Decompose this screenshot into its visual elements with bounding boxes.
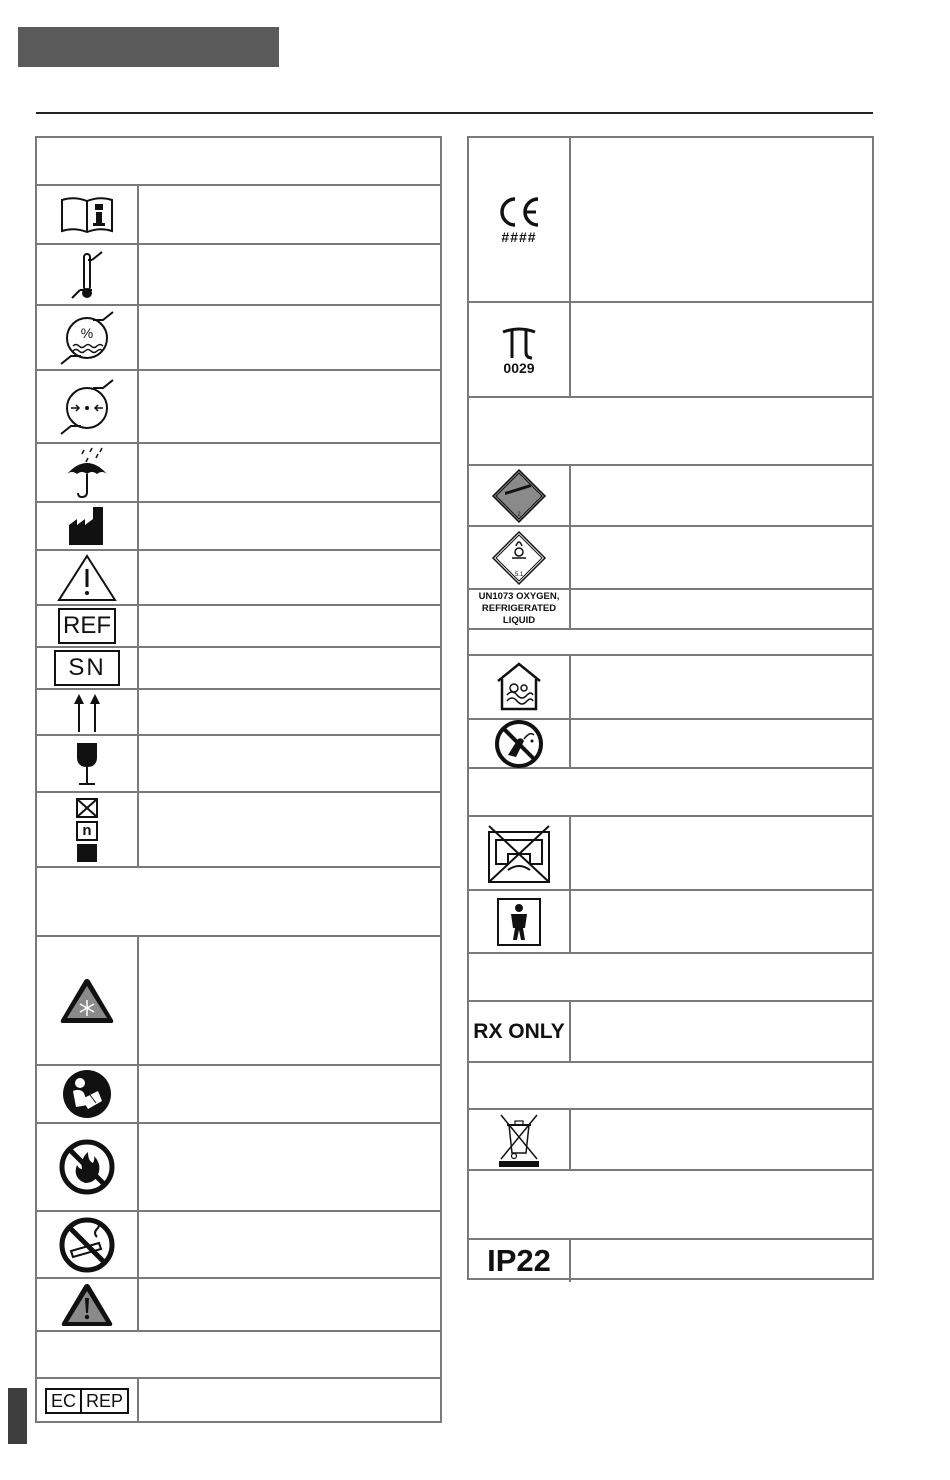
ip-rating-label: IP22 (487, 1243, 551, 1278)
table-row (469, 1240, 872, 1282)
table-heading-row (37, 1332, 440, 1379)
type-b-applied-part-icon (497, 898, 541, 946)
stacking-limit-icon: n (76, 798, 98, 862)
table-row (37, 306, 440, 371)
read-manual-icon (62, 1069, 112, 1119)
table-row (469, 1110, 872, 1171)
svg-text:5.1: 5.1 (514, 571, 524, 578)
keep-dry-umbrella-icon (62, 446, 112, 500)
no-oil-grease-icon (494, 719, 544, 769)
stack-base-block (77, 844, 97, 862)
table-heading-row (469, 1063, 872, 1110)
header-rule (36, 112, 873, 114)
table-row (469, 656, 872, 720)
table-row (37, 1066, 440, 1124)
table-row (469, 138, 872, 303)
temperature-limit-icon (62, 248, 112, 302)
table-row (37, 793, 440, 868)
un-label-text: UN1073 OXYGEN, REFRIGERATED LIQUID (478, 591, 560, 626)
ce-logo-icon (496, 195, 542, 229)
table-row (469, 1002, 872, 1063)
table-row (37, 503, 440, 551)
table-row (469, 720, 872, 769)
page-side-tab (8, 1388, 27, 1444)
serial-number-icon: SN (54, 650, 120, 686)
table-row (37, 1124, 440, 1212)
manufacturer-factory-icon (67, 505, 107, 547)
table-row (37, 937, 440, 1066)
general-warning-icon (60, 1282, 114, 1328)
table-row (469, 817, 872, 891)
caution-warning-icon (56, 553, 118, 603)
no-open-flame-icon (59, 1139, 115, 1195)
table-heading-row (469, 1171, 872, 1240)
table-row (37, 1379, 440, 1423)
ec-rep-authorized-representative-icon: EC REP (45, 1388, 129, 1414)
humidity-limit-icon (57, 308, 117, 368)
pi-mark-icon: 0029 (499, 324, 539, 376)
weee-disposal-bin-icon (497, 1111, 541, 1169)
fragile-glass-icon (75, 741, 99, 787)
table-heading-row (469, 954, 872, 1002)
table-heading-row (37, 868, 440, 937)
table-row (37, 444, 440, 503)
pi-logo-icon (499, 324, 539, 360)
no-smoking-icon (59, 1217, 115, 1273)
not-mri-safe-icon (486, 822, 552, 884)
table-heading-row (37, 138, 440, 186)
section-header-bar (18, 27, 279, 67)
atmospheric-pressure-icon (57, 376, 117, 438)
consult-instructions-icon (59, 195, 115, 235)
table-row (469, 527, 872, 590)
this-way-up-icon (72, 692, 102, 732)
table-row (37, 1212, 440, 1279)
table-row (37, 371, 440, 444)
table-row (37, 648, 440, 690)
table-row (37, 690, 440, 736)
left-symbol-table (35, 136, 442, 1423)
table-heading-row (469, 398, 872, 466)
table-row (37, 736, 440, 793)
ce-mark-icon: #### (496, 195, 542, 245)
indoor-use-house-icon (494, 661, 544, 713)
oxidizer-diamond-icon (491, 530, 547, 586)
table-row (469, 891, 872, 954)
table-row (37, 186, 440, 245)
svg-text:2: 2 (517, 511, 521, 518)
table-heading-row (469, 769, 872, 817)
cryogenic-cold-warning-icon (59, 976, 115, 1026)
right-symbol-table (467, 136, 874, 1280)
table-row (37, 245, 440, 306)
non-flammable-gas-diamond-icon (491, 468, 547, 524)
table-row (469, 590, 872, 630)
table-row (37, 1279, 440, 1332)
table-row (37, 606, 440, 648)
table-heading-row (469, 630, 872, 656)
ref-catalog-icon: REF (58, 608, 116, 644)
no-stack-cross-icon (76, 798, 98, 818)
rx-only-label: RX ONLY (473, 1019, 565, 1043)
table-row (37, 551, 440, 606)
table-row (469, 303, 872, 398)
table-row (469, 466, 872, 527)
svg-text:%: % (80, 324, 94, 341)
